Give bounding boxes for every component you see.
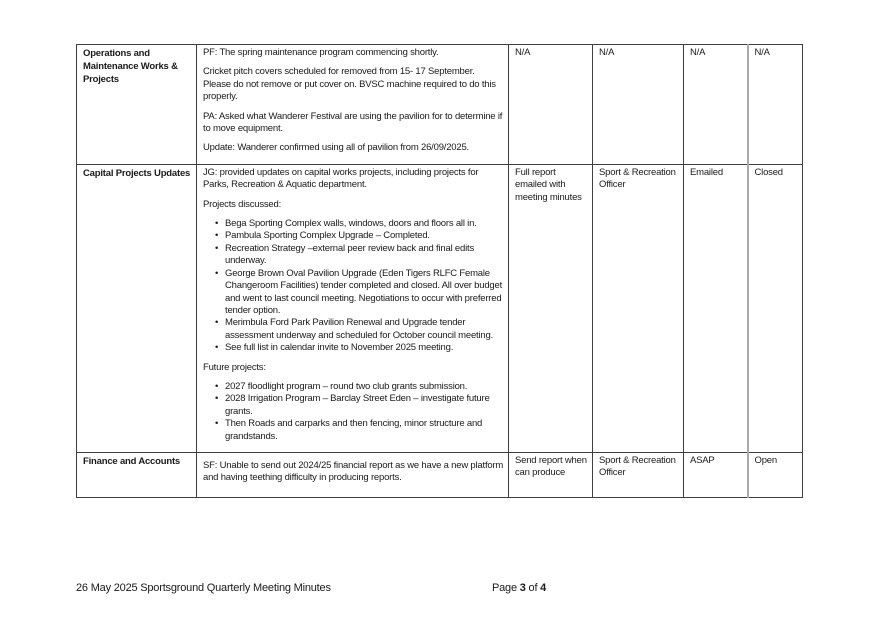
discussion-paragraph: SF: Unable to send out 2024/25 financial report as we have a new platform and having teething difficulty in producing reports. <box>203 459 504 484</box>
footer-page-number: 3 <box>519 582 526 594</box>
cell-discussion <box>197 452 509 497</box>
bullet-item: • 2028 Irrigation Program – Barclay Street Eden – investigate future grants. <box>215 393 504 418</box>
discussion-paragraph: Projects discussed: <box>203 198 282 210</box>
bullet-list <box>203 218 504 354</box>
discussion-paragraph: Future projects: <box>203 361 266 373</box>
cell-method-text: ASAP <box>690 454 715 466</box>
bullet-item: • Recreation Strategy –external peer review back and final edits underway. <box>215 243 504 268</box>
page-footer <box>76 582 802 598</box>
bullet-item: • Merimbula Ford Park Pavilion Renewal and Upgrade tender assessment underway and scheduled for October council meeting. <box>215 317 504 342</box>
cell-action <box>509 452 593 497</box>
bullet-item: • See full list in calendar invite to November 2025 meeting. <box>215 342 504 354</box>
cell-action-text: Full report emailed with meeting minutes <box>515 166 582 203</box>
cell-topic <box>77 45 197 165</box>
cell-action-text: Send report when can produce <box>515 454 587 479</box>
cell-action-text: N/A <box>515 47 531 58</box>
topic-text: Capital Projects Updates <box>83 167 191 179</box>
discussion-paragraph: PF: The spring maintenance program commencing shortly. <box>203 47 439 58</box>
cell-status-text: Open <box>754 454 777 466</box>
cell-status <box>748 164 803 452</box>
cell-topic <box>77 452 197 497</box>
table-row <box>77 164 803 452</box>
bullet-item: • Then Roads and carparks and then fencing, minor structure and grandstands. <box>215 418 504 443</box>
cell-method-text: Emailed <box>690 166 723 178</box>
meeting-minutes-table <box>76 44 803 498</box>
cell-responsible-text: Sport & Recreation Officer <box>599 166 676 191</box>
cell-status <box>748 45 803 165</box>
bullet-item: • Pambula Sporting Complex Upgrade – Completed. <box>215 230 504 242</box>
topic-text: Finance and Accounts <box>83 455 180 467</box>
cell-discussion <box>197 164 509 452</box>
cell-status-text: N/A <box>754 47 770 58</box>
topic-text: Operations and Maintenance Works & Projects <box>83 48 178 85</box>
footer-page-indicator <box>492 582 546 595</box>
cell-method <box>684 164 748 452</box>
footer-of-word: of <box>525 582 541 594</box>
footer-page-total: 4 <box>540 582 547 594</box>
cell-discussion <box>197 45 509 165</box>
cell-method <box>684 45 748 165</box>
cell-action <box>509 45 593 165</box>
footer-document-title: 26 May 2025 Sportsground Quarterly Meeting Minutes <box>76 582 331 594</box>
footer-page-word: Page <box>492 582 520 594</box>
discussion-paragraph: JG: provided updates on capital works projects, including projects for Parks, Recreation & Aquatic department. <box>203 166 479 191</box>
discussion-paragraph: Cricket pitch covers scheduled for removed from 15- 17 September. Please do not remove or put cover on. BVSC machine required to do this properly. <box>203 66 496 103</box>
cell-status <box>748 452 803 497</box>
cell-responsible <box>593 164 684 452</box>
table-row <box>77 45 803 165</box>
bullet-item: • Bega Sporting Complex walls, windows, doors and floors all in. <box>215 218 504 230</box>
cell-method <box>684 452 748 497</box>
bullet-item: • George Brown Oval Pavilion Upgrade (Eden Tigers RLFC Female Changeroom Facilities) tender completed and closed. All over budget and went to last council meeting. Negotiations to occur with preferred tender option. <box>215 268 504 318</box>
cell-method-text: N/A <box>690 47 706 58</box>
table-row <box>77 452 803 497</box>
cell-action <box>509 164 593 452</box>
table-body <box>77 45 803 498</box>
bullet-item: • 2027 floodlight program – round two club grants submission. <box>215 381 504 393</box>
cell-status-text: Closed <box>754 166 783 178</box>
cell-responsible-text: N/A <box>599 47 615 58</box>
cell-responsible-text: Sport & Recreation Officer <box>599 454 676 479</box>
bullet-list <box>203 381 504 443</box>
cell-responsible <box>593 45 684 165</box>
discussion-paragraph: PA: Asked what Wanderer Festival are using the pavilion for to determine if to move equipment. <box>203 110 503 135</box>
cell-topic <box>77 164 197 452</box>
cell-responsible <box>593 452 684 497</box>
discussion-paragraph: Update: Wanderer confirmed using all of pavilion from 26/09/2025. <box>203 142 469 154</box>
